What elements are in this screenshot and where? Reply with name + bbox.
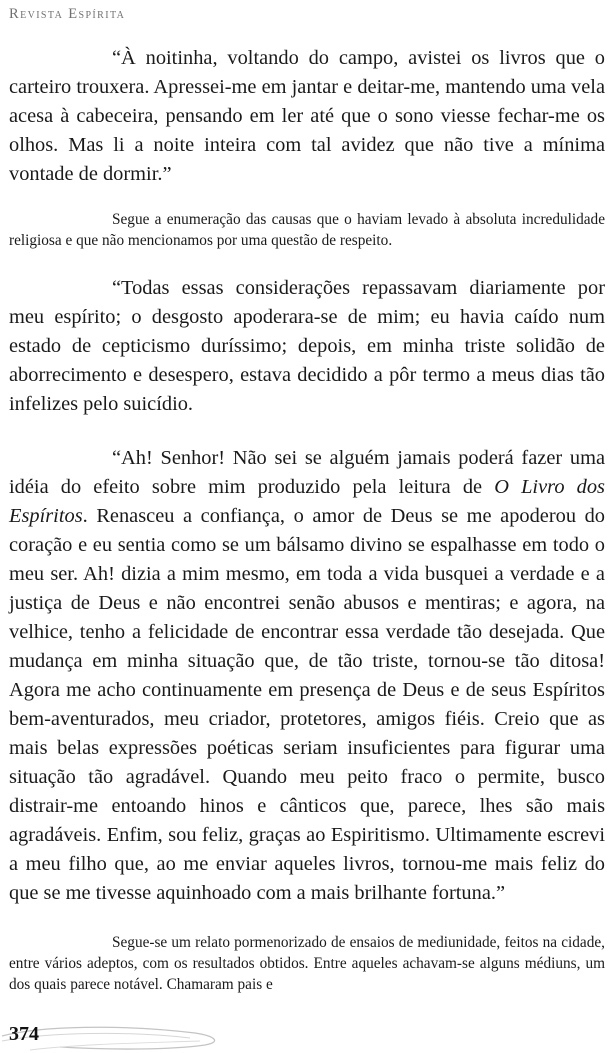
- conversion-text-after: . Renasceu a confiança, o amor de Deus se me apoderou do coração e eu sentia como se um bálsamo divino se espalhasse em todo o meu ser. Ah! dizia a mim mesmo, em toda a vida busquei a verdade e a justiça de Deus e não encontrei senão abusos e mentiras; e agora, na velhice, tenho a felicidade de encontrar essa verdade tão desejada. Que mudança em minha situação que, de tão triste, tornou-se tão ditosa! Agora me acho continuamente em presença de Deus e de seus Espíritos bem-aventurados, meu criador, protetores, amigos fiéis. Creio que as mais belas expressões poéticas seriam insuficientes para figurar uma situação tão agradável. Quando meu peito fraco o permite, busco distrair-me entoando hinos e cânticos que, parece, lhes são mais agradáveis. Enfim, sou feliz, graças ao Espiritismo. Ultimamente escrevi a meu filho que, ao me enviar aqueles livros, tornou-me mais feliz do que se me tivesse aquinhoado com a mais brilhante fortuna.”: [9, 505, 605, 904]
- page-number: 374: [9, 1023, 39, 1045]
- book-title: O Livro dos Espíritos: [9, 476, 605, 527]
- quote-paragraph-scepticism: “Todas essas considerações repassavam diariamente por meu espírito; o desgosto apoderara-se de mim; eu havia caído num estado de cepticismo duríssimo; depois, em minha triste solidão de aborrecimento e desespero, estava decidido a pôr termo a meus dias tão infelizes pelo suicídio.: [9, 277, 605, 415]
- conversion-text-before: “Ah! Senhor! Não sei se alguém jamais poderá fazer uma idéia do efeito sobre mim produzido pela leitura de: [9, 447, 605, 498]
- editor-note-incredulity: Segue a enumeração das causas que o haviam levado à absoluta incredulidade religiosa e que não mencionamos por uma questão de respeito.: [9, 211, 605, 249]
- editor-note-mediumship: Segue-se um relato pormenorizado de ensaios de mediunidade, feitos na cidade, entre vários adeptos, com os resultados obtidos. Entre aqueles achavam-se alguns médiuns, um dos quais parece notável. Chamaram pais e: [9, 934, 605, 993]
- page-body: [9, 40, 605, 995]
- quote-paragraph-conversion: [9, 444, 605, 908]
- running-header: Revista Espírita: [9, 6, 126, 22]
- quote-paragraph-evening-reading: “À noitinha, voltando do campo, avistei os livros que o carteiro trouxera. Apressei-me em jantar e deitar-me, mantendo uma vela acesa à cabeceira, pensando em ler até que o sono viesse fechar-me os olhos. Mas li a noite inteira com tal avidez que não tive a mínima vontade de dormir.”: [9, 47, 605, 185]
